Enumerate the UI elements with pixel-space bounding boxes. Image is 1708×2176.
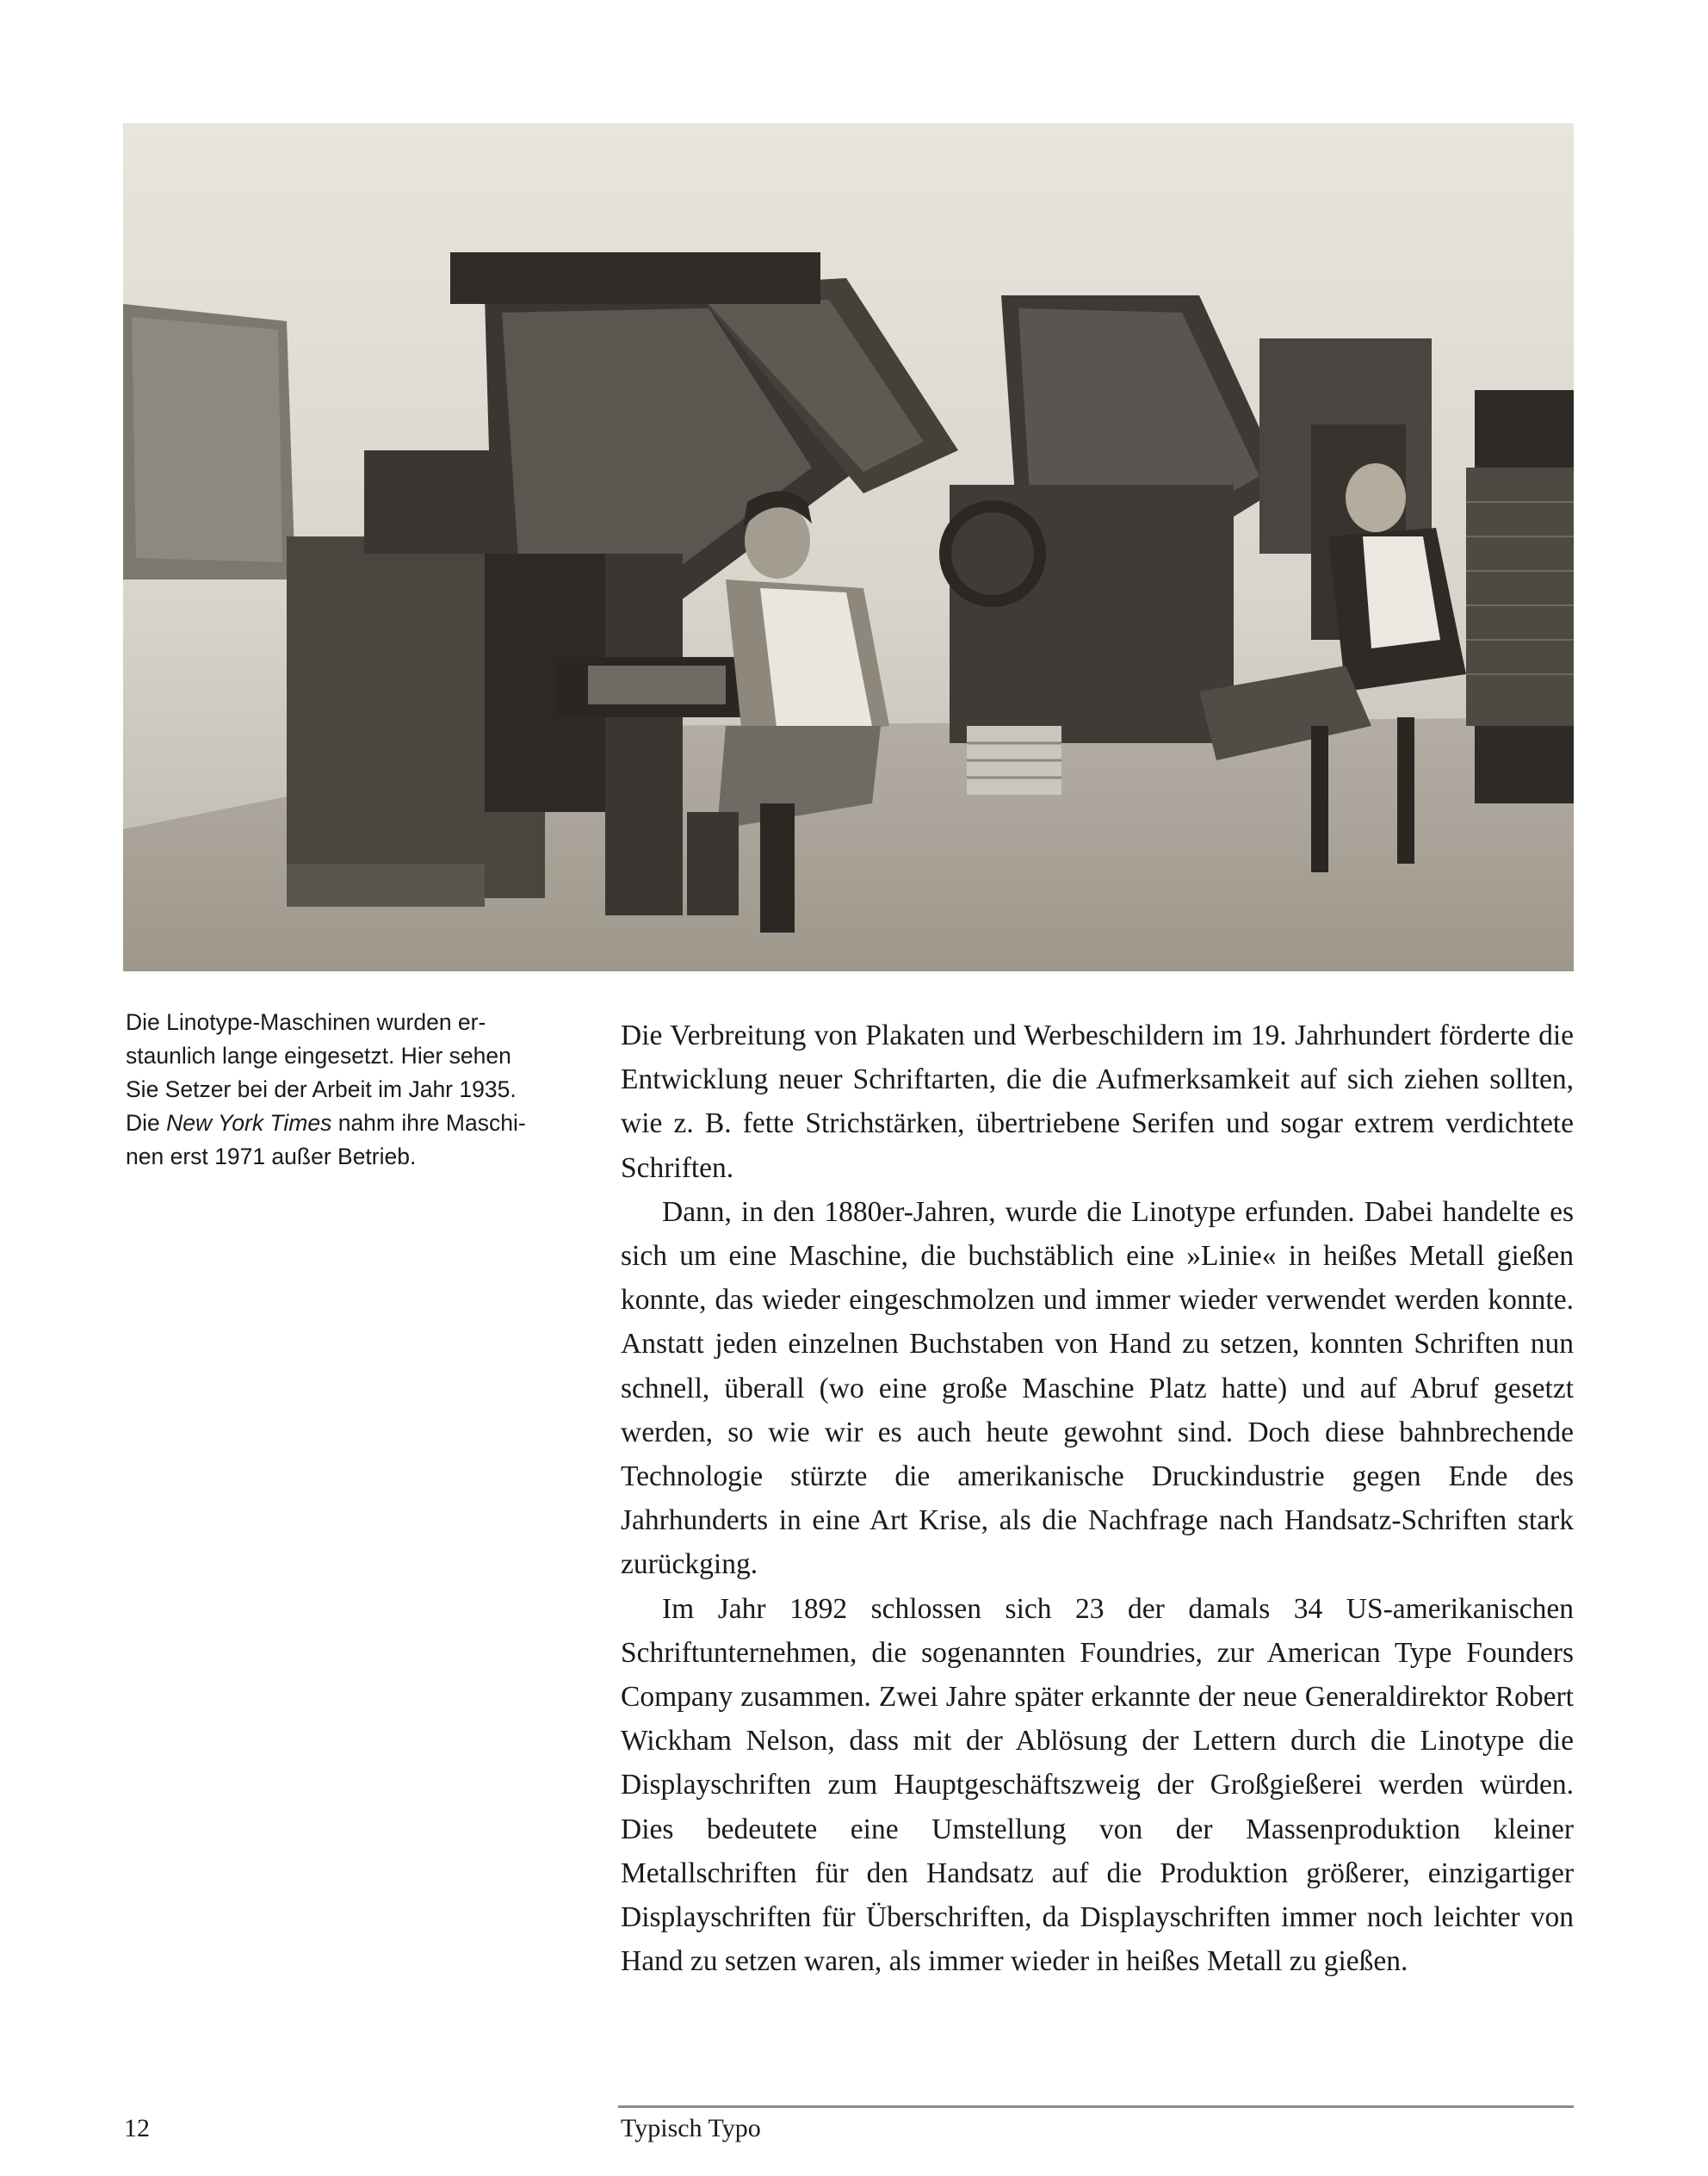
caption-text: nahm ihre Maschi-	[331, 1110, 526, 1136]
paragraph: Die Verbreitung von Plakaten und Werbeschildern im 19. Jahrhundert förderte die Entwicklung neuer Schriftarten, die die Aufmerksamkeit auf sich ziehen sollten, wie z. B. fette Strichstärken, übertriebene Serifen und sogar extrem verdichtete Schriften.	[621, 1020, 1574, 1184]
linotype-photo	[123, 123, 1574, 971]
footer-rule	[618, 2105, 1574, 2108]
caption-line	[126, 1107, 573, 1140]
caption-line: Sie Setzer bei der Arbeit im Jahr 1935.	[126, 1076, 517, 1102]
body-text	[621, 1014, 1574, 1983]
caption-newspaper-title: New York Times	[166, 1110, 332, 1136]
caption-line: Die Linotype-Maschinen wurden er-	[126, 1009, 486, 1035]
photo-illustration	[123, 123, 1574, 971]
caption-line: staunlich lange eingesetzt. Hier sehen	[126, 1043, 511, 1069]
paragraph: Im Jahr 1892 schlossen sich 23 der damals 34 US-amerikanischen Schriftunternehmen, die sogenannten Foundries, zur American Type Founders Company zusammen. Zwei Jahre später erkannte der neue Generaldirektor Robert Wickham Nelson, dass mit der Ablösung der Lettern durch die Linotype die Displayschriften zum Hauptgeschäftszweig der Großgießerei werden würden. Dies bedeutete eine Umstellung von der Massenproduktion kleiner Metallschriften für den Handsatz auf die Produktion größerer, einzigartiger Displayschriften für Überschriften, da Displayschriften immer noch leichter von Hand zu setzen waren, als immer wieder in heißes Metall zu gießen.	[621, 1592, 1574, 1978]
caption-text: Die	[126, 1110, 167, 1136]
paragraph: Dann, in den 1880er-Jahren, wurde die Linotype erfunden. Dabei handelte es sich um eine Maschine, die buchstäblich eine »Linie« in heißes Metall gießen konnte, das wieder eingeschmolzen und immer wieder verwendet werden konnte. Anstatt jeden einzelnen Buchstaben von Hand zu setzen, konnten Schriften nun schnell, überall (wo eine große Maschine Platz hatte) und auf Abruf gesetzt werden, so wie wir es auch heute gewohnt sind. Doch diese bahnbrechende Technologie stürzte die amerikanische Druckindustrie gegen Ende des Jahrhunderts in eine Art Krise, als die Nachfrage nach Handsatz-Schriften stark zurückging.	[621, 1195, 1574, 1581]
page-number: 12	[124, 2114, 150, 2142]
caption-line: nen erst 1971 außer Betrieb.	[126, 1144, 417, 1169]
photo-caption	[126, 1006, 573, 1174]
running-title: Typisch Typo	[621, 2114, 761, 2142]
